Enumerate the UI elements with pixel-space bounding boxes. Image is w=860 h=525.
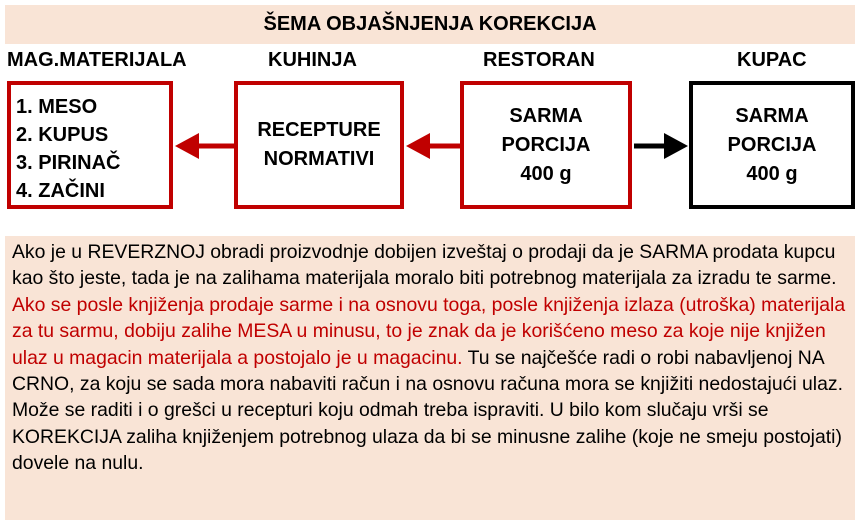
explanation-text: Ako je u REVERZNOJ obradi proizvodnje dobijen izveštaj o prodaji da je SARMA prodata kupcu kao što jeste, tada je na zalihama materijala moralo biti potrebnog materijala za izradu te sarme. [12, 241, 837, 290]
customer-box-line: PORCIJA [727, 133, 817, 156]
restaurant-box-line: PORCIJA [501, 133, 591, 156]
customer-box-line: SARMA [735, 104, 809, 127]
column-header-kitchen: KUHINJA [268, 49, 357, 71]
diagram-title: ŠEMA OBJAŠNJENJA KOREKCIJA [5, 5, 855, 44]
kitchen-box-line: NORMATIVI [263, 148, 375, 170]
warehouse-item: 2. KUPUS [16, 124, 109, 146]
arrow-restaurant-to-kitchen [406, 133, 460, 159]
explanation-panel [5, 236, 855, 520]
column-header-restaurant: RESTORAN [483, 49, 595, 71]
arrow-kitchen-to-warehouse [175, 133, 234, 159]
warehouse-item: 3. PIRINAČ [16, 152, 121, 174]
explanation-highlight-text: Ako se posle knjiženja prodaje sarme i na osnovu toga, posle knjiženja izlaza (utroška) materijala za tu sarmu, dobiju zalihe MESA u minusu, to je znak da je korišćeno meso za koje nije knjižen ulaz u magacin materijala a postojalo je u magacinu. [12, 293, 846, 369]
restaurant-box-line: SARMA [509, 104, 583, 127]
column-header-customer: KUPAC [737, 49, 807, 71]
column-header-warehouse: MAG.MATERIJALA [7, 49, 187, 71]
arrow-restaurant-to-customer [634, 133, 688, 159]
kitchen-box-line: RECEPTURE [257, 119, 381, 141]
warehouse-item: 1. MESO [16, 96, 98, 118]
customer-box-line: 400 g [746, 162, 798, 185]
warehouse-item: 4. ZAČINI [16, 180, 105, 202]
explanation-text: Tu se najčešće radi o robi nabavljenoj NA CRNO, za koju se sada mora nabaviti račun i na osnovu računa mora se knjižiti nedostajući ulaz. Može se raditi i o grešci u recepturi koju odmah treba ispraviti. U bilo kom slučaju vrši se KOREKCIJA zaliha knjiženjem potrebnog ulaza da bi se minusne zalihe (koje ne smeju postojati) dovele na nulu. [12, 346, 843, 475]
restaurant-box-line: 400 g [520, 162, 572, 185]
